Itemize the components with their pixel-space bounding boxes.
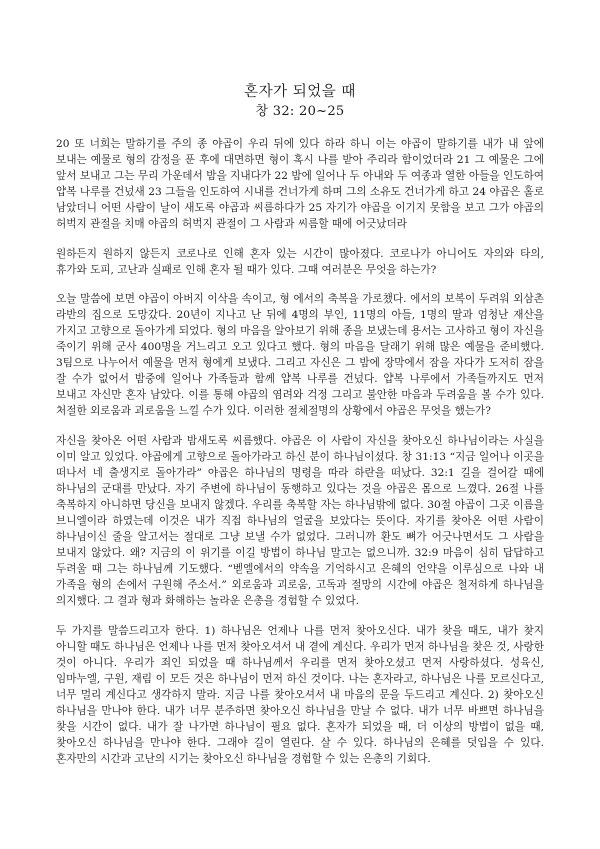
document-title: 혼자가 되었을 때 [244,84,356,100]
paragraph-scripture: 20 또 너희는 말하기를 주의 종 야곱이 우리 뒤에 있다 하라 하니 이는 야곱이 말하기를 내가 내 앞에 보내는 예물로 형의 감정을 푼 후에 대면하면 형이 혹시 나를 받아 주리라 함이었더라 21 그 예물은 그에 앞서 보내고 그는 무리 가운데서 밤을 지내다가 22 밤에 일어나 두 아내와 두 여종과 열한 아들을 인도하여 얍복 나루를 건넜새 23 그들을 인도하여 시내를 건너가게 하며 그의 소유도 건너가게 하고 24 야곱은 홀로 남았더니 어떤 사람이 날이 새도록 야곱과 씨름하다가 25 자기가 야곱을 이기지 못함을 보고 그가 야곱의 허벅지 관절을 치매 야곱의 허벅지 관절이 그 사람과 씨름할 때에 어긋났더라 [56,138,544,231]
paragraph-story: 오늘 말씀에 보면 야곱이 아버지 이삭을 속이고, 형 에서의 축복을 가로챘다. 에서의 보복이 두려워 외삼촌 라반의 집으로 도망갔다. 20년이 지나고 난 뒤에 4명의 부인, 11명의 아들, 1명의 딸과 엄청난 재산을 가지고 고향으로 돌아가게 되었다. 형의 마음을 알아보기 위해 종을 보냈는데 용서는 고사하고 형이 자신을 죽이기 위해 군사 400명을 거느리고 오고 있다고 했다. 형의 마음을 달래기 위해 많은 예물을 준비했다. 3팀으로 나누어서 예물을 먼저 형에게 보냈다. 그리고 자신은 그 밤에 장막에서 잠을 자다가 도저히 잠을 잘 수가 없어서 밤중에 일어나 가족들과 함께 얍복 나루를 건넜다. 얍복 나루에서 가족들까지도 먼저 보내고 자신만 혼자 남았다. 이를 통해 야곱의 염려와 걱정 그리고 불안한 마음과 두려움을 볼 수가 있다. 처절한 외로움과 괴로움을 느낄 수가 있다. 이러한 절체절명의 상황에서 야곱은 무엇을 했는가? [56,292,544,418]
paragraph-wrestling: 자신을 찾아온 어떤 사람과 밤새도록 씨름했다. 야곱은 이 사람이 자신을 찾아오신 하나님이라는 사실을 이미 알고 있었다. 야곱에게 고향으로 돌아가라고 하신 분이 하나님이셨다. 창 31:13 “지금 일어나 이곳을 떠나서 네 출생지로 돌아가라” 야곱은 하나님의 명령을 따라 하란을 떠났다. 32:1 길을 걸어갈 때에 하나님의 군대를 만났다. 자기 주변에 하나님이 동행하고 있다는 것을 야곱은 몸으로 느꼈다. 26절 나를 축복하지 아니하면 당신을 보내지 않겠다. 우리를 축복할 자는 하나님밖에 없다. 30절 야곱이 그곳 이름을 브니엘이라 하였는데 이것은 내가 직접 하나님의 얼굴을 보았다는 뜻이다. 자기를 찾아온 어떤 사람이 하나님이신 줄을 알고서는 절대로 그냥 보낼 수가 없었다. 그러니까 환도 뼈가 어긋나면서도 그 사람을 보내지 않았다. 왜? 지금의 이 위기를 이길 방법이 하나님 말고는 없으니까. 32:9 마음이 심히 답답하고 두려울 때 그는 하나님께 기도했다. “벧엘에서의 약속을 기억하시고 은혜의 언약을 이루심으로 나와 내 가족을 형의 손에서 구원해 주소서.” 외로움과 괴로움, 고독과 절망의 시간에 야곱은 철저하게 하나님을 의지했다. 그 결과 형과 화해하는 놀라운 은총을 경험할 수 있었다. [56,434,544,608]
paragraph-conclusion: 두 가지를 말씀드리고자 한다. 1) 하나님은 언제나 나를 먼저 찾아오신다. 내가 찾을 때도, 내가 찾지 아니할 때도 하나님은 언제나 나를 먼저 찾아오셔서 내 곁에 계신다. 우리가 먼저 하나님을 찾은 것, 사랑한 것이 아니다. 우리가 죄인 되었을 때 하나님께서 우리를 먼저 찾아오셨고 먼저 사랑하셨다. 성육신, 임마누엘, 구원, 재림 이 모든 것은 하나님이 먼저 하신 것이다. 나는 혼자라고, 하나님은 나를 모르신다고, 너무 멀리 계신다고 생각하지 말라. 지금 나를 찾아오셔서 내 마음의 문을 두드리고 계신다. 2) 찾아오신 하나님을 만나야 한다. 내가 너무 분주하면 찾아오신 하나님을 만날 수 없다. 내가 너무 바쁘면 하나님을 찾을 시간이 없다. 내가 잘 나가면 하나님이 필요 없다. 혼자가 되었을 때, 더 이상의 방법이 없을 때, 찾아오신 하나님을 만나야 한다. 그래야 길이 열린다. 살 수 있다. 하나님의 은혜를 덧입을 수 있다. 혼자만의 시간과 고난의 시기는 찾아오신 하나님을 경험할 수 있는 은총의 기회다. [56,624,544,766]
document-page [56,82,544,780]
paragraph-intro: 원하든지 원하지 않든지 코로나로 인해 혼자 있는 시간이 많아졌다. 코로나가 아니어도 자의와 타의, 휴가와 도피, 고난과 실패로 인해 혼자 될 때가 있다. 그때 여러분은 무엇을 하는가? [56,247,544,276]
scripture-reference: 창 32: 20~25 [255,104,345,119]
